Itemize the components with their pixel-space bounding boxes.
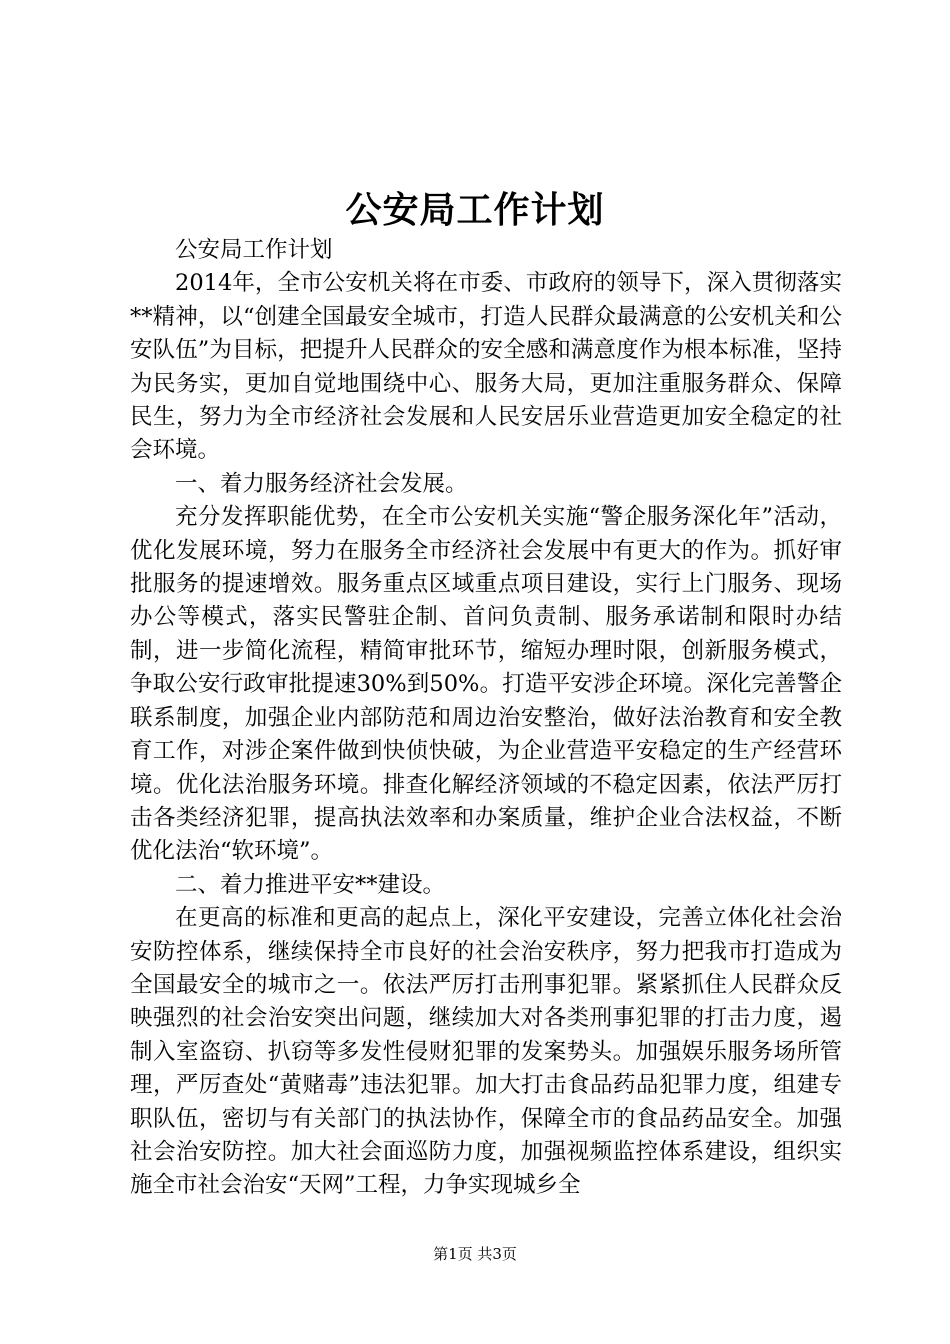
paragraph-section-1: 充分发挥职能优势，在全市公安机关实施“警企服务深化年”活动，优化发展环境，努力在服务全市经济社会发展中有更大的作为。抓好审批服务的提速增效。服务重点区域重点项目建设，实行上门服务、现场办公等模式，落实民警驻企制、首问负责制、服务承诺制和限时办结制，进一步简化流程，精简审批环节，缩短办理时限，创新服务模式，争取公安行政审批提速30%到50%。打造平安涉企环境。深化完善警企联系制度，加强企业内部防范和周边治安整治，做好法治教育和安全教育工作，对涉企案件做到快侦快破，为企业营造平安稳定的生产经营环境。优化法治服务环境。排查化解经济领域的不稳定因素，依法严厉打击各类经济犯罪，提高执法效率和办案质量，维护企业合法权益，不断优化法治“软环境”。 [130, 504, 842, 865]
paragraph-section-2: 在更高的标准和更高的起点上，深化平安建设，完善立体化社会治安防控体系，继续保持全市良好的社会治安秩序，努力把我市打造成为全国最安全的城市之一。依法严厉打击刑事犯罪。紧紧抓住人民群众反映强烈的社会治安突出问题，继续加大对各类刑事犯罪的打击力度，遏制入室盗窃、扒窃等多发性侵财犯罪的发案势头。加强娱乐服务场所管理，严厉查处“黄赌毒”违法犯罪。加大打击食品药品犯罪力度，组建专职队伍，密切与有关部门的执法协作，保障全市的食品药品安全。加强社会治安防控。加大社会面巡防力度，加强视频监控体系建设，组织实施全市社会治安“天网”工程，力争实现城乡全 [130, 905, 842, 1199]
paragraph-intro: 2014年，全市公安机关将在市委、市政府的领导下，深入贯彻落实**精神，以“创建全国最安全城市，打造人民群众最满意的公安机关和公安队伍”为目标，把提升人民群众的安全感和满意度作为根本标准，坚持为民务实，更加自觉地围绕中心、服务大局，更加注重服务群众、保障民生，努力为全市经济社会发展和人民安居乐业营造更加安全稳定的社会环境。 [130, 270, 842, 464]
section-heading-2: 二、着力推进平安**建设。 [175, 871, 446, 898]
document-title: 公安局工作计划 [345, 189, 605, 231]
page-footer: 第1页 共3页 [433, 1245, 517, 1263]
section-heading-1: 一、着力服务经济社会发展。 [175, 470, 468, 497]
paragraph-heading-repeat: 公安局工作计划 [175, 237, 333, 263]
document-body [130, 234, 842, 1203]
